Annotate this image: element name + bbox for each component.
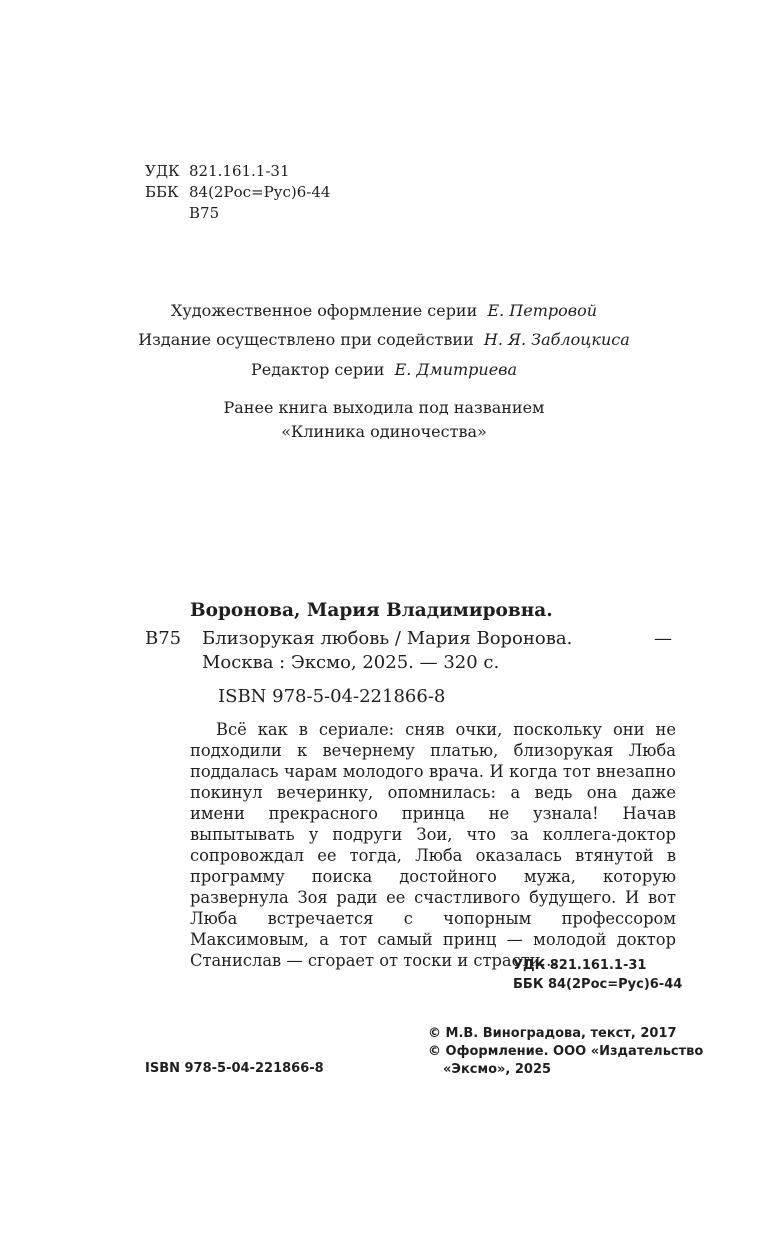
previous-title-line1: Ранее книга выходила под названием — [223, 398, 545, 417]
credit-assistance-text: Издание осуществлено при содействии — [138, 330, 474, 349]
bib-title: Близорукая любовь / Мария Воронова. — [202, 628, 573, 649]
bbk-label: ББК — [145, 183, 179, 201]
bbk-value: 84(2Рос=Рус)6-44 — [189, 183, 331, 201]
footer-bbk: ББК 84(2Рос=Рус)6-44 — [513, 977, 683, 992]
credit-editor-name: Е. Дмитриева — [394, 360, 518, 379]
credit-editor — [0, 360, 768, 379]
author-mark-line — [145, 203, 330, 224]
previous-title-line2: «Клиника одиночества» — [281, 422, 487, 441]
credit-design-text: Художественное оформление серии — [170, 301, 478, 320]
credit-design — [0, 301, 768, 320]
copyright-design-line2: «Эксмо», 2025 — [443, 1062, 552, 1077]
footer-udk: УДК 821.161.1-31 — [513, 958, 647, 973]
credit-design-name: Е. Петровой — [487, 301, 598, 320]
author-mark: В75 — [189, 204, 220, 222]
udk-label: УДК — [145, 162, 180, 180]
udk-line — [145, 161, 330, 182]
bbk-line — [145, 182, 330, 203]
bib-isbn: ISBN 978-5-04-221866-8 — [218, 686, 446, 707]
udk-value: 821.161.1-31 — [189, 162, 290, 180]
copyright-design-line1: © Оформление. ООО «Издательство — [428, 1044, 704, 1059]
bib-imprint: Москва : Эксмо, 2025. — 320 с. — [202, 652, 500, 673]
credit-editor-text: Редактор серии — [250, 360, 385, 379]
bib-dash: — — [654, 628, 672, 649]
credit-assistance — [0, 330, 768, 349]
author-heading: Воронова, Мария Владимировна. — [190, 600, 553, 621]
credit-assistance-name: Н. Я. Заблоцкиса — [483, 330, 630, 349]
classification-block — [145, 161, 330, 224]
copyright-text: © М.В. Виноградова, текст, 2017 — [428, 1026, 677, 1041]
footer-isbn: ISBN 978-5-04-221866-8 — [145, 1061, 324, 1076]
bib-mark: В75 — [145, 628, 182, 649]
annotation-text: Всё как в сериале: сняв очки, поскольку они не подходили к вечернему платью, близорукая Люба поддалась чарам молодого врача. И когда тот внезапно покинул вечеринку, опомнилась: а ведь она даже имени прекрасного принца не узнала! Начав выпытывать у подруги Зои, что за коллега-доктор сопровождал ее тогда, Люба оказалась втянутой в программу поиска достойного мужа, которую развернула Зоя ради ее счастливого будущего. И вот Люба встречается с чопорным профессором Максимовым, а тот самый принц — молодой доктор Станислав — сгорает от тоски и страсти… — [190, 720, 676, 970]
